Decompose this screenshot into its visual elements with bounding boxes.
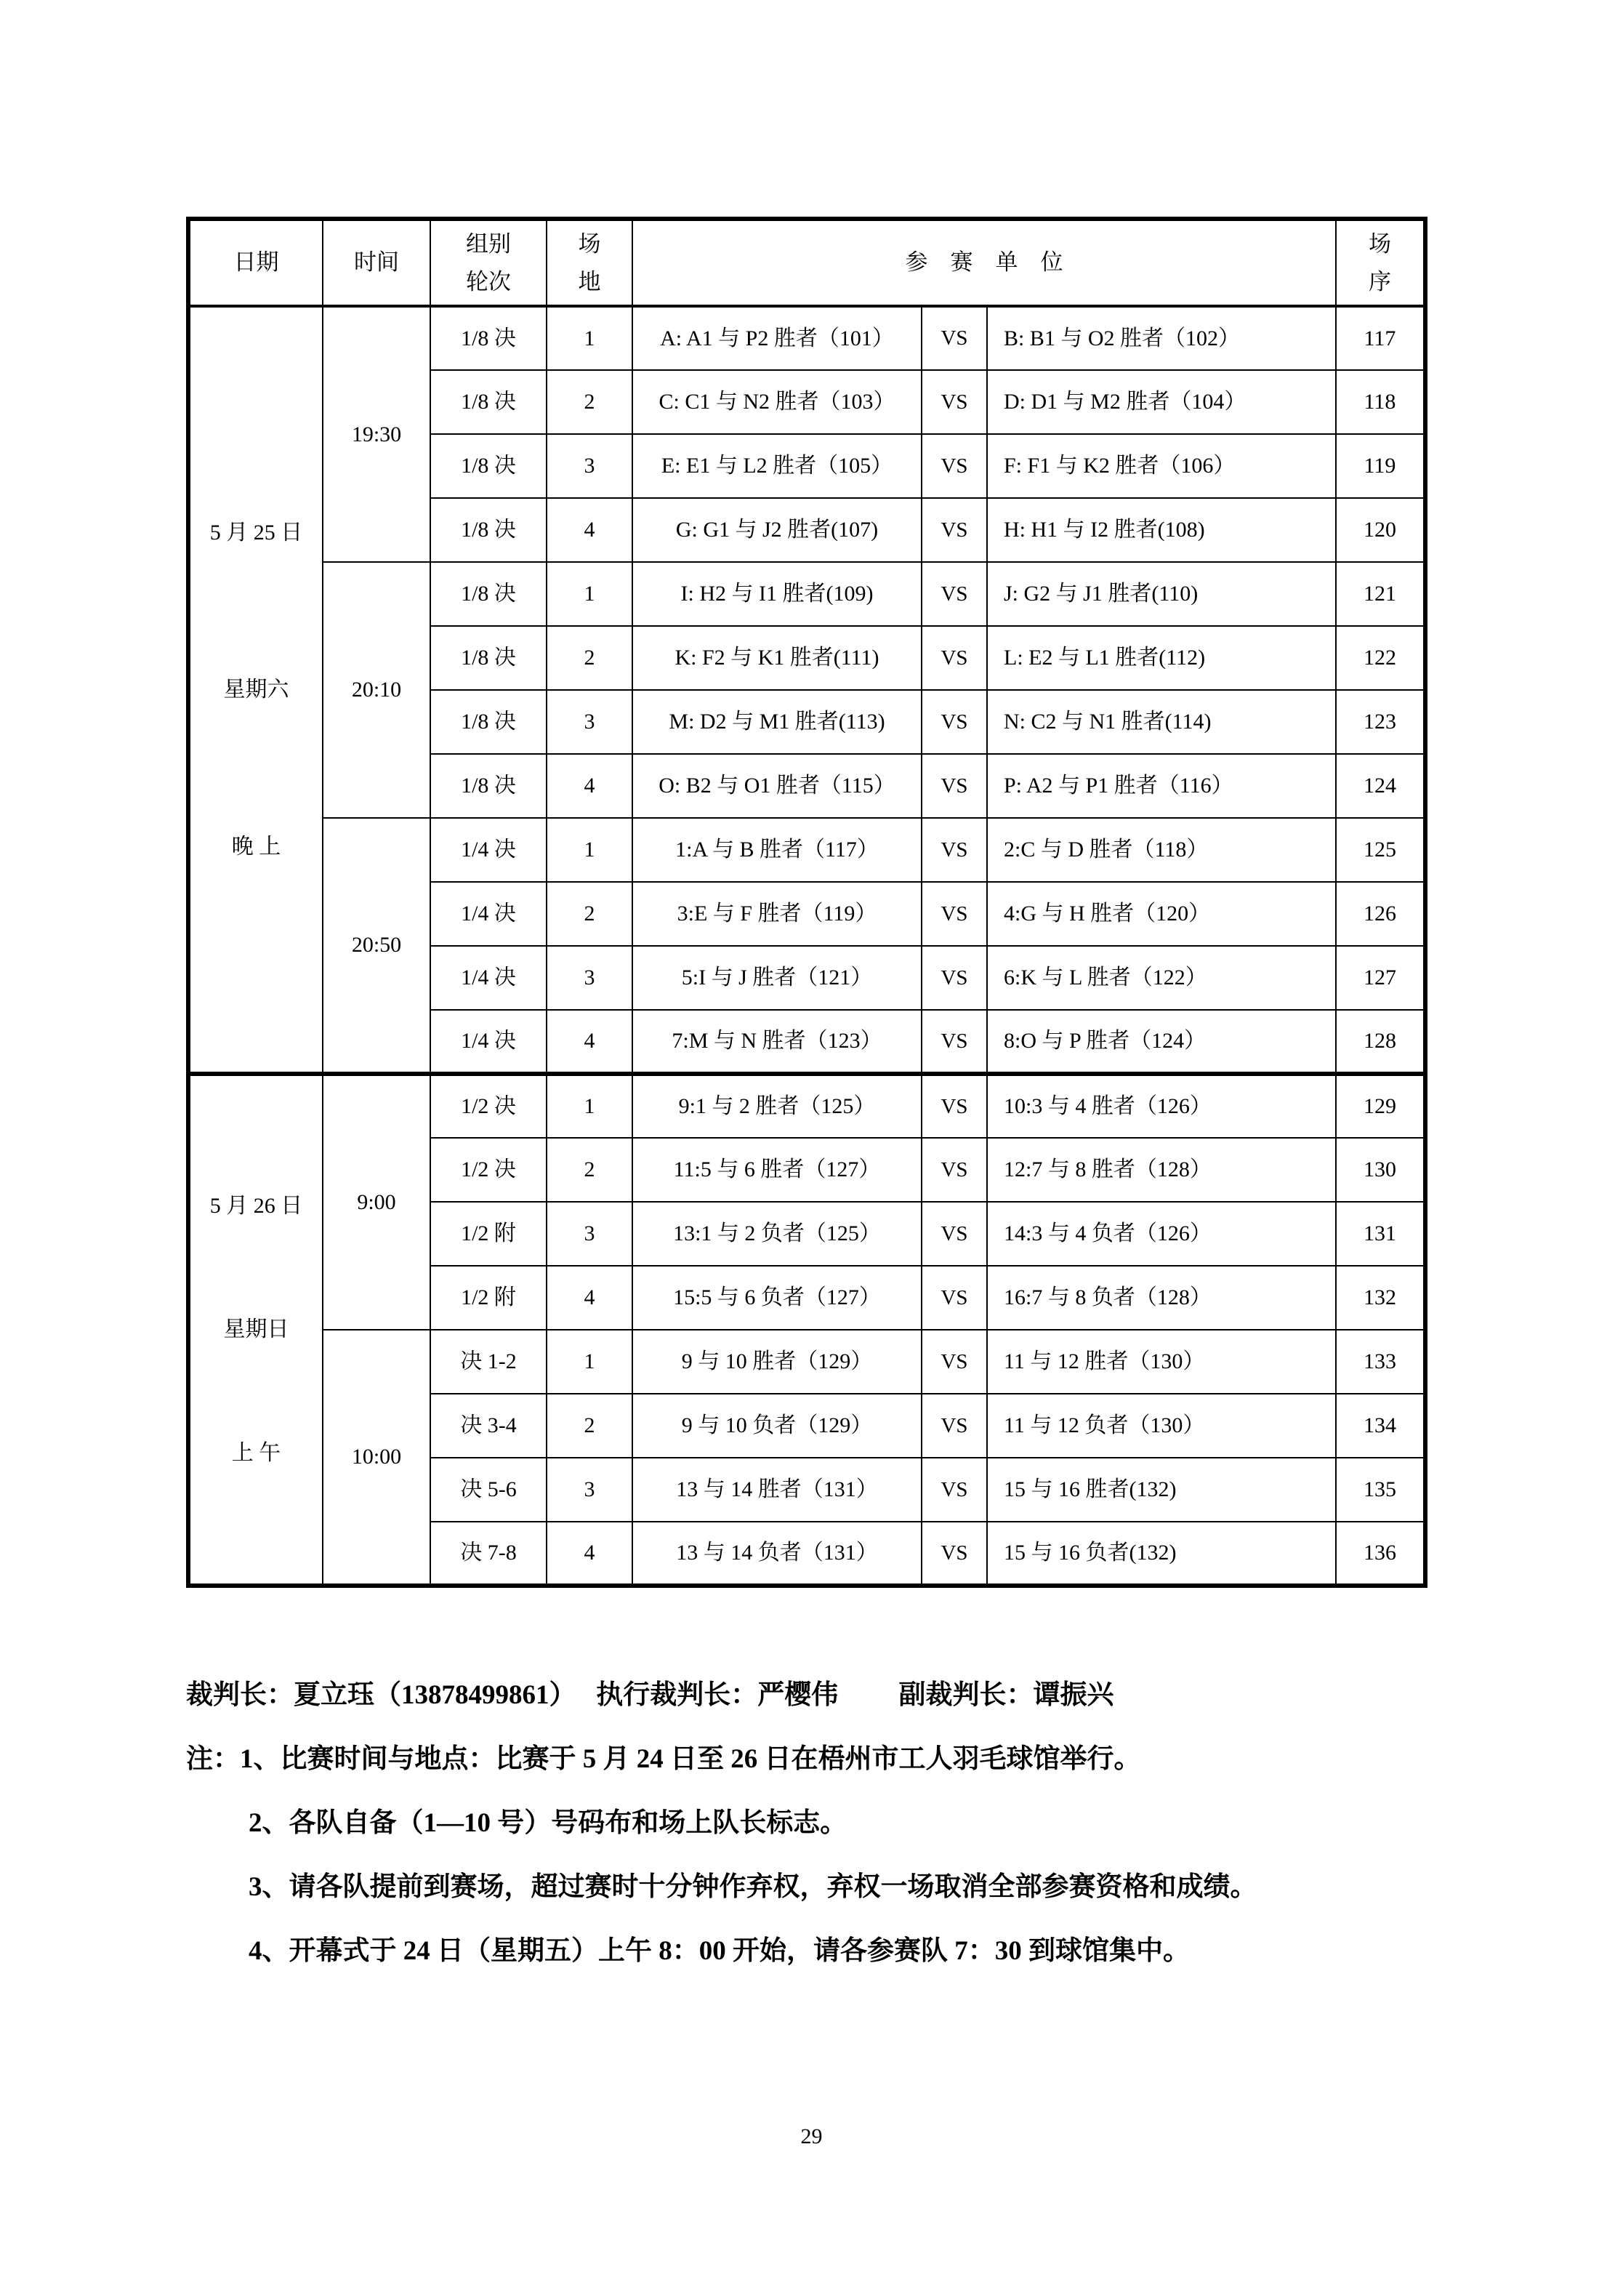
schedule-row xyxy=(188,1074,1425,1138)
note-4: 4、开幕式于 24 日（星期五）上午 8：00 开始，请各参赛队 7：30 到球馆集中。 xyxy=(249,1936,1190,1966)
team-left-cell: A: A1 与 P2 胜者（101） xyxy=(632,306,922,370)
vs-cell: VS xyxy=(922,1458,987,1522)
team-right-cell: 2:C 与 D 胜者（118） xyxy=(987,818,1336,882)
vs-cell: VS xyxy=(922,1394,987,1458)
court-cell: 1 xyxy=(547,818,632,882)
court-cell: 2 xyxy=(547,1394,632,1458)
team-left-cell: 13 与 14 胜者（131） xyxy=(632,1458,922,1522)
team-right-cell: L: E2 与 L1 胜者(112) xyxy=(987,626,1336,690)
schedule-row xyxy=(188,562,1425,626)
order-cell: 117 xyxy=(1336,306,1425,370)
team-right-cell: B: B1 与 O2 胜者（102） xyxy=(987,306,1336,370)
court-cell: 4 xyxy=(547,1266,632,1330)
court-cell: 2 xyxy=(547,370,632,434)
round-cell: 1/8 决 xyxy=(430,690,547,754)
vs-cell: VS xyxy=(922,818,987,882)
vs-cell: VS xyxy=(922,882,987,946)
vs-cell: VS xyxy=(922,1010,987,1074)
team-left-cell: 15:5 与 6 负者（127） xyxy=(632,1266,922,1330)
header-time: 时间 xyxy=(323,219,430,306)
order-cell: 133 xyxy=(1336,1330,1425,1394)
team-right-cell: D: D1 与 M2 胜者（104） xyxy=(987,370,1336,434)
order-cell: 121 xyxy=(1336,562,1425,626)
order-cell: 119 xyxy=(1336,434,1425,498)
schedule-row xyxy=(188,1330,1425,1394)
court-cell: 2 xyxy=(547,626,632,690)
order-cell: 124 xyxy=(1336,754,1425,818)
court-cell: 4 xyxy=(547,1010,632,1074)
time-cell: 19:30 xyxy=(323,306,430,562)
date-cell xyxy=(188,306,323,1074)
round-cell: 1/4 决 xyxy=(430,818,547,882)
team-left-cell: C: C1 与 N2 胜者（103） xyxy=(632,370,922,434)
match-schedule-table xyxy=(186,217,1427,1588)
header-teams: 参 赛 单 位 xyxy=(632,219,1336,306)
page-number: 29 xyxy=(800,2124,823,2148)
team-right-cell: 6:K 与 L 胜者（122） xyxy=(987,946,1336,1010)
order-cell: 118 xyxy=(1336,370,1425,434)
vs-cell: VS xyxy=(922,946,987,1010)
note-3: 3、请各队提前到赛场，超过赛时十分钟作弃权，弃权一场取消全部参赛资格和成绩。 xyxy=(249,1872,1257,1902)
schedule-table-body xyxy=(188,306,1425,1586)
header-court-line2: 地 xyxy=(578,268,601,294)
court-cell: 3 xyxy=(547,690,632,754)
court-cell: 1 xyxy=(547,306,632,370)
order-cell: 132 xyxy=(1336,1266,1425,1330)
order-cell: 131 xyxy=(1336,1202,1425,1266)
round-cell: 决 5-6 xyxy=(430,1458,547,1522)
team-right-cell: 16:7 与 8 负者（128） xyxy=(987,1266,1336,1330)
order-cell: 125 xyxy=(1336,818,1425,882)
team-left-cell: 13:1 与 2 负者（125） xyxy=(632,1202,922,1266)
round-cell: 1/2 附 xyxy=(430,1202,547,1266)
round-cell: 1/8 决 xyxy=(430,370,547,434)
team-right-cell: 15 与 16 胜者(132) xyxy=(987,1458,1336,1522)
schedule-row xyxy=(188,306,1425,370)
notes-section xyxy=(186,1663,1465,1983)
time-cell: 20:10 xyxy=(323,562,430,818)
date-line: 星期日 xyxy=(223,1317,289,1341)
order-cell: 129 xyxy=(1336,1074,1425,1138)
round-cell: 1/8 决 xyxy=(430,498,547,562)
vs-cell: VS xyxy=(922,690,987,754)
team-left-cell: G: G1 与 J2 胜者(107) xyxy=(632,498,922,562)
court-cell: 3 xyxy=(547,1202,632,1266)
round-cell: 决 1-2 xyxy=(430,1330,547,1394)
round-cell: 1/8 决 xyxy=(430,434,547,498)
order-cell: 123 xyxy=(1336,690,1425,754)
order-cell: 120 xyxy=(1336,498,1425,562)
team-right-cell: P: A2 与 P1 胜者（116） xyxy=(987,754,1336,818)
round-cell: 1/8 决 xyxy=(430,754,547,818)
round-cell: 1/4 决 xyxy=(430,946,547,1010)
vs-cell: VS xyxy=(922,626,987,690)
vs-cell: VS xyxy=(922,1138,987,1202)
team-left-cell: K: F2 与 K1 胜者(111) xyxy=(632,626,922,690)
court-cell: 4 xyxy=(547,1522,632,1586)
order-cell: 128 xyxy=(1336,1010,1425,1074)
team-right-cell: 12:7 与 8 胜者（128） xyxy=(987,1138,1336,1202)
order-cell: 126 xyxy=(1336,882,1425,946)
note-2: 2、各队自备（1—10 号）号码布和场上队长标志。 xyxy=(249,1808,847,1838)
court-cell: 1 xyxy=(547,1074,632,1138)
date-cell xyxy=(188,1074,323,1586)
order-cell: 130 xyxy=(1336,1138,1425,1202)
round-cell: 1/8 决 xyxy=(430,562,547,626)
vs-cell: VS xyxy=(922,498,987,562)
order-cell: 136 xyxy=(1336,1522,1425,1586)
round-cell: 1/2 附 xyxy=(430,1266,547,1330)
vs-cell: VS xyxy=(922,1330,987,1394)
court-cell: 3 xyxy=(547,1458,632,1522)
team-left-cell: 1:A 与 B 胜者（117） xyxy=(632,818,922,882)
team-right-cell: 4:G 与 H 胜者（120） xyxy=(987,882,1336,946)
round-cell: 决 7-8 xyxy=(430,1522,547,1586)
time-cell: 10:00 xyxy=(323,1330,430,1586)
vs-cell: VS xyxy=(922,562,987,626)
table-header-row xyxy=(188,219,1425,306)
court-cell: 3 xyxy=(547,434,632,498)
note-1: 注：1、比赛时间与地点：比赛于 5 月 24 日至 26 日在梧州市工人羽毛球馆举行。 xyxy=(186,1744,1141,1774)
order-cell: 127 xyxy=(1336,946,1425,1010)
team-left-cell: O: B2 与 O1 胜者（115） xyxy=(632,754,922,818)
date-line: 晚 上 xyxy=(231,834,281,859)
order-cell: 122 xyxy=(1336,626,1425,690)
team-left-cell: 9 与 10 负者（129） xyxy=(632,1394,922,1458)
header-order-line2: 序 xyxy=(1369,268,1391,294)
team-right-cell: F: F1 与 K2 胜者（106） xyxy=(987,434,1336,498)
header-order-line1: 场 xyxy=(1369,230,1391,257)
team-right-cell: 11 与 12 胜者（130） xyxy=(987,1330,1336,1394)
time-cell: 20:50 xyxy=(323,818,430,1074)
team-left-cell: I: H2 与 I1 胜者(109) xyxy=(632,562,922,626)
order-cell: 135 xyxy=(1336,1458,1425,1522)
vs-cell: VS xyxy=(922,1074,987,1138)
date-line: 星期六 xyxy=(223,677,289,702)
header-order xyxy=(1336,219,1425,306)
header-group-round xyxy=(430,219,547,306)
team-left-cell: 7:M 与 N 胜者（123） xyxy=(632,1010,922,1074)
team-right-cell: 8:O 与 P 胜者（124） xyxy=(987,1010,1336,1074)
vs-cell: VS xyxy=(922,434,987,498)
team-left-cell: M: D2 与 M1 胜者(113) xyxy=(632,690,922,754)
date-line: 5 月 25 日 xyxy=(209,520,303,545)
header-court xyxy=(547,219,632,306)
time-cell: 9:00 xyxy=(323,1074,430,1330)
header-group-line1: 组别 xyxy=(466,230,511,257)
date-line: 上 午 xyxy=(231,1441,281,1465)
header-group-line2: 轮次 xyxy=(466,268,511,294)
team-left-cell: 3:E 与 F 胜者（119） xyxy=(632,882,922,946)
court-cell: 4 xyxy=(547,498,632,562)
round-cell: 1/8 决 xyxy=(430,306,547,370)
team-right-cell: 10:3 与 4 胜者（126） xyxy=(987,1074,1336,1138)
order-cell: 134 xyxy=(1336,1394,1425,1458)
vs-cell: VS xyxy=(922,370,987,434)
vs-cell: VS xyxy=(922,1202,987,1266)
vs-cell: VS xyxy=(922,1266,987,1330)
team-right-cell: 15 与 16 负者(132) xyxy=(987,1522,1336,1586)
date-line: 5 月 26 日 xyxy=(209,1194,303,1218)
team-right-cell: H: H1 与 I2 胜者(108) xyxy=(987,498,1336,562)
team-left-cell: 5:I 与 J 胜者（121） xyxy=(632,946,922,1010)
vs-cell: VS xyxy=(922,754,987,818)
vs-cell: VS xyxy=(922,1522,987,1586)
court-cell: 1 xyxy=(547,1330,632,1394)
team-right-cell: 14:3 与 4 负者（126） xyxy=(987,1202,1336,1266)
team-left-cell: 13 与 14 负者（131） xyxy=(632,1522,922,1586)
court-cell: 1 xyxy=(547,562,632,626)
schedule-row xyxy=(188,818,1425,882)
team-right-cell: J: G2 与 J1 胜者(110) xyxy=(987,562,1336,626)
round-cell: 1/2 决 xyxy=(430,1074,547,1138)
vs-cell: VS xyxy=(922,306,987,370)
round-cell: 1/4 决 xyxy=(430,882,547,946)
header-court-line1: 场 xyxy=(578,230,601,257)
court-cell: 2 xyxy=(547,882,632,946)
team-left-cell: E: E1 与 L2 胜者（105） xyxy=(632,434,922,498)
round-cell: 1/4 决 xyxy=(430,1010,547,1074)
team-right-cell: 11 与 12 负者（130） xyxy=(987,1394,1336,1458)
team-left-cell: 9 与 10 胜者（129） xyxy=(632,1330,922,1394)
court-cell: 4 xyxy=(547,754,632,818)
round-cell: 决 3-4 xyxy=(430,1394,547,1458)
court-cell: 3 xyxy=(547,946,632,1010)
referees-line: 裁判长：夏立珏（13878499861） 执行裁判长：严樱伟 副裁判长：谭振兴 xyxy=(186,1680,1114,1710)
court-cell: 2 xyxy=(547,1138,632,1202)
header-date: 日期 xyxy=(188,219,323,306)
round-cell: 1/8 决 xyxy=(430,626,547,690)
team-right-cell: N: C2 与 N1 胜者(114) xyxy=(987,690,1336,754)
team-left-cell: 11:5 与 6 胜者（127） xyxy=(632,1138,922,1202)
team-left-cell: 9:1 与 2 胜者（125） xyxy=(632,1074,922,1138)
round-cell: 1/2 决 xyxy=(430,1138,547,1202)
